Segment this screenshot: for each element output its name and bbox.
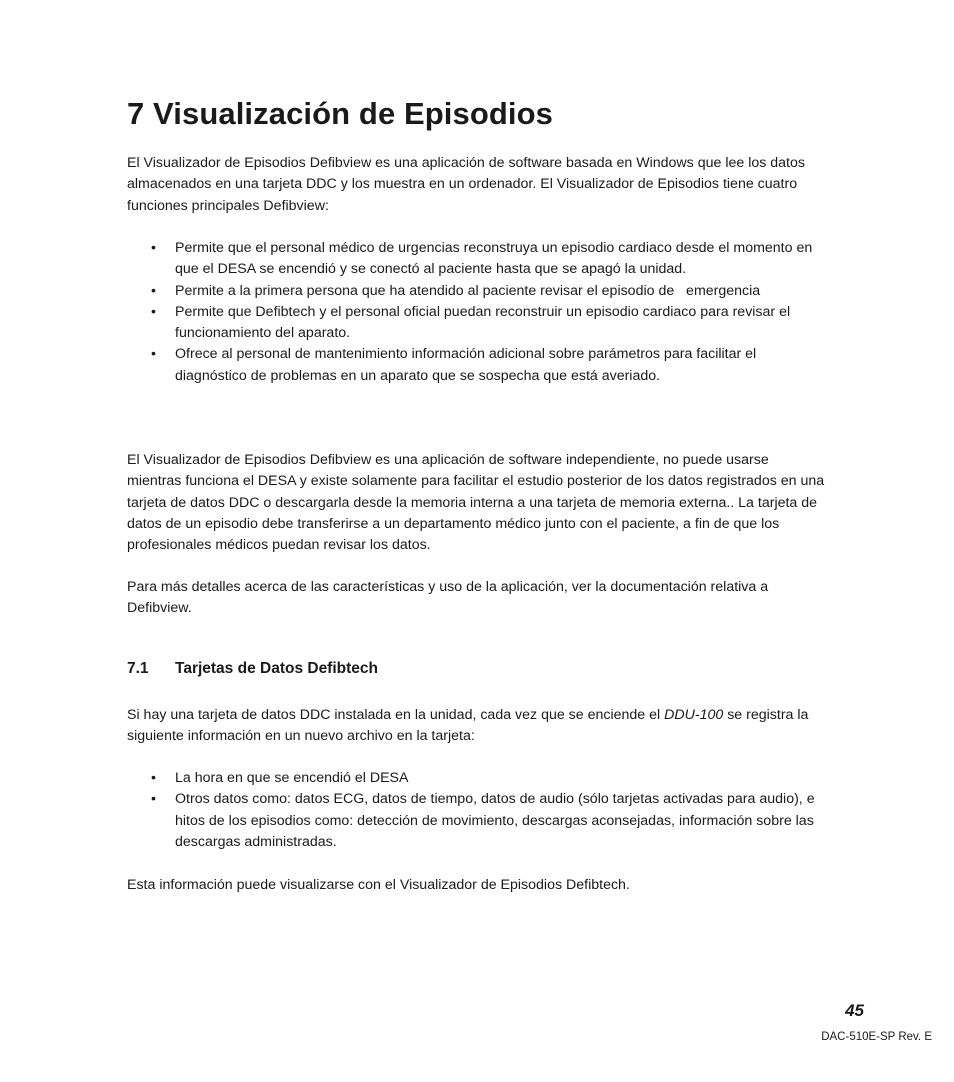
- list-item: [127, 789, 827, 853]
- recorded-info-list: [127, 768, 827, 853]
- list-item-text: Permite que el personal médico de urgencias reconstruya un episodio cardiaco desde el momento en que el DESA se encendió y se conectó al paciente hasta que se apagó la unidad.: [175, 240, 813, 278]
- section-intro-paragraph: [127, 705, 827, 748]
- bullet-icon: •: [151, 282, 156, 299]
- bullet-icon: •: [151, 770, 156, 786]
- list-item: [127, 768, 827, 789]
- page-number: 45: [845, 1001, 864, 1020]
- list-item-text: Permite a la primera persona que ha atendido al paciente revisar el episodio de emergencia: [175, 282, 761, 299]
- bullet-icon: •: [151, 240, 156, 256]
- bullet-icon: •: [151, 346, 156, 363]
- bullet-icon: •: [151, 791, 156, 808]
- more-details-paragraph: Para más detalles acerca de las características y uso de la aplicación, ver la documentación relativa a Defibview.: [127, 579, 769, 617]
- bullet-icon: •: [151, 303, 156, 320]
- list-item: [127, 344, 827, 387]
- section-intro-after: se registra la siguiente información en un nuevo archivo en la tarjeta:: [127, 707, 809, 745]
- functions-list: [127, 238, 827, 387]
- list-item: [127, 238, 827, 281]
- list-item-text: La hora en que se encendió el DESA: [175, 770, 409, 786]
- section-heading: [127, 660, 378, 678]
- section-title: Tarjetas de Datos Defibtech: [175, 660, 378, 677]
- list-item-text: Ofrece al personal de mantenimiento información adicional sobre parámetros para facilitar el diagnóstico de problemas en un aparato que se sospecha que está averiado.: [175, 346, 757, 384]
- section-intro-before: Si hay una tarjeta de datos DDC instalada en la unidad, cada vez que se enciende el: [127, 707, 665, 723]
- list-item: [127, 302, 827, 345]
- list-item: [127, 281, 827, 302]
- document-reference: DAC-510E-SP Rev. E: [821, 1031, 932, 1043]
- section-number: 7.1: [127, 660, 149, 677]
- page-title: 7 Visualización de Episodios: [127, 96, 554, 131]
- intro-paragraph: El Visualizador de Episodios Defibview es una aplicación de software basada en Windows que lee los datos almacenados en una tarjeta DDC y los muestra en un ordenador. El Visualizador de Episodios tiene cuatro funciones principales Defibview:: [127, 155, 805, 214]
- independent-app-paragraph: El Visualizador de Episodios Defibview es una aplicación de software independiente, no puede usarse mientras funciona el DESA y existe solamente para facilitar el estudio posterior de los datos registrados en una tarjeta de datos DDC o descargarla desde la memoria interna a una tarjeta de memoria externa.. La tarjeta de datos de un episodio debe transferirse a un departamento médico junto con el paciente, a fin de que los profesionales médicos puedan revisar los datos.: [127, 452, 825, 554]
- list-item-text: Otros datos como: datos ECG, datos de tiempo, datos de audio (sólo tarjetas activadas para audio), e hitos de los episodios como: detección de movimiento, descargas aconsejadas, información sobre las descargas administradas.: [175, 791, 815, 850]
- list-item-text: Permite que Defibtech y el personal oficial puedan reconstruir un episodio cardiaco para revisar el funcionamiento del aparato.: [175, 303, 791, 342]
- device-name: DDU-100: [664, 707, 724, 723]
- closing-paragraph: Esta información puede visualizarse con el Visualizador de Episodios Defibtech.: [127, 877, 630, 893]
